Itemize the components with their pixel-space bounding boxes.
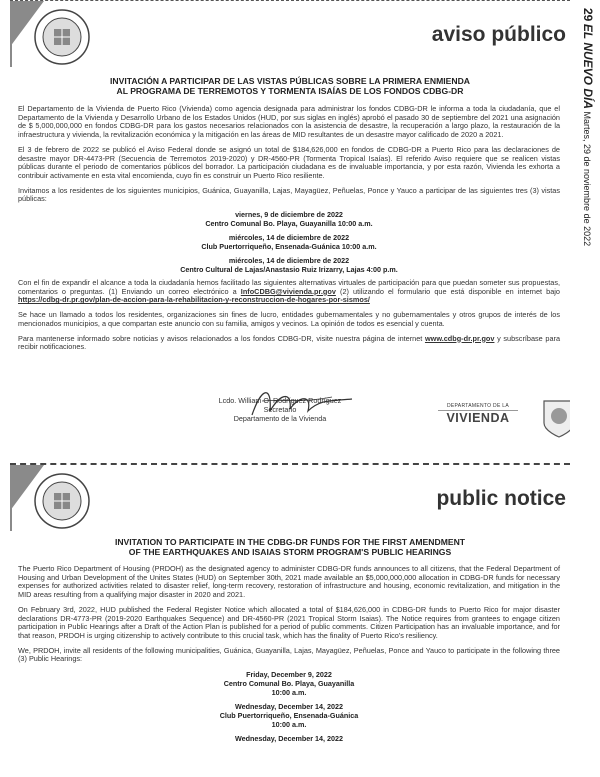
form-url-link[interactable]: https://cdbg-dr.pr.gov/plan-de-accion-para-la-rehabilitacion-y-reconstruccion-de-hogares-por-sismos/ (18, 295, 370, 305)
paragraph-4-start: Con el fin de expandir el alcance a toda la ciudadanía hemos facilitado las siguientes alternativas virtuales de participación para que puedan someter sus propuestas, comentarios o preguntas. (1) Enviando un correo electrónico a (18, 278, 560, 296)
hearing-1-date: viernes, 9 de diciembre de 2022 (235, 210, 343, 220)
publication-date: Martes, 29 de noviembre de 2022 (582, 111, 592, 247)
title-line-2: AL PROGRAMA DE TERREMOTOS Y TORMENTA ISAÍAS DE LOS FONDOS CDBG-DR (116, 86, 464, 96)
header-public-notice: public notice (436, 487, 566, 510)
title-line-1: INVITATION TO PARTICIPATE IN THE CDBG-DR FUNDS FOR THE FIRST AMENDMENT (114, 537, 466, 547)
paragraph-6 (18, 335, 560, 352)
title-line-2: OF THE EARTHQUAKES AND ISAIAS STORM PROGRAM'S PUBLIC HEARINGS (128, 547, 452, 557)
hearing-1 (18, 670, 560, 697)
hearing-2-date: miércoles, 14 de diciembre de 2022 (228, 233, 350, 243)
notice-body (18, 105, 560, 358)
paragraph-6-start: Para mantenerse informado sobre noticias y avisos relacionados a los fondos CDBG-DR, visite nuestra página de internet (18, 333, 425, 343)
title-line-1: INVITACIÓN A PARTICIPAR DE LAS VISTAS PÚBLICAS SOBRE LA PRIMERA ENMIENDA (110, 76, 470, 86)
paragraph-6-end: y subscríbase para recibir notificaciones. (18, 333, 561, 352)
paragraph-3: Invitamos a los residentes de los siguientes municipios, Guánica, Guayanilla, Lajas, Mayagüez, Peñuelas, Ponce y Yauco a participar de las siguientes tres (3) vistas públicas: (18, 185, 560, 204)
notice-title (10, 76, 570, 96)
signer-name: Lcdo. William O. Rodríguez Rodríguez (218, 396, 342, 405)
spanish-notice (10, 0, 570, 463)
logo-big-text: VIVIENDA (446, 411, 510, 425)
signature-block (210, 396, 350, 423)
paragraph-4 (18, 279, 560, 305)
notice-body (18, 565, 560, 748)
paragraph-1: The Puerto Rico Department of Housing (PRDOH) as the designated agency to administer CDBG-DR funds announces to all citizens, that the Federal Department of Housing and Urban Development of the Unites States (HUD) on September 30th, 2021 made available an $5,000,000,000 allocation in CDBG-DR funds for necessary expenses for authorized activities related to disaster relief, long-term recovery, restoration of infrastructure and housing, economic revitalization, and mitigation in the MID areas resulting from a qualifying major disaster in 2020 and 2021. (18, 564, 560, 600)
hearing-2 (18, 233, 560, 251)
hearing-3 (18, 734, 560, 743)
page-number: 29 (581, 8, 595, 22)
hearing-2 (18, 702, 560, 729)
hearing-2-date: Wednesday, December 14, 2022 (234, 702, 343, 712)
hearing-2-time: 10:00 a.m. (271, 720, 307, 730)
signer-department: Departamento de la Vivienda (233, 414, 327, 423)
paragraph-5: Se hace un llamado a todos los residentes, organizaciones sin fines de lucro, entidades gubernamentales y no gubernamentales y otros grupos de interés de los mencionados municipios, a que compartan este anuncio con su familia, amigos y vecinos. La opinión de todos es esencial y cuenta. (18, 310, 560, 328)
paragraph-1: El Departamento de la Vivienda de Puerto Rico (Vivienda) como agencia designada para administrar los fondos CDBG-DR le informa a toda la ciudadanía, que el Departamento de la Vivienda y Desarrollo Urbano de los Estados Unidos (HUD, por sus siglas en inglés) aprobó el pasado 30 de septiembre del 2021 una asignación de $ 5,000,000,000 en fondos CDBG-DR para los gastos necesarios relacionados con la asistencia de desastre, la recuperación a largo plazo, la restauración de la infraestructura y vivienda, la revitalización económica y la mitigación en las áreas de MID resultantes de un desastre mayor calificado de 2020 a 2021. (18, 104, 560, 140)
paragraph-3: We, PRDOH, invite all residents of the following municipalities, Guánica, Guayanilla, Lajas, Mayagüez, Peñuelas, Ponce and Yauco to participate in the following three (3) Public Hearings: (18, 645, 560, 664)
hearing-2-place: Club Puertorriqueño, Ensenada-Guánica (219, 711, 359, 721)
header-aviso-publico: aviso público (431, 23, 566, 46)
side-label (572, 0, 600, 777)
hearing-1-time: 10:00 a.m. (271, 688, 307, 698)
paragraph-2: El 3 de febrero de 2022 se publicó el Aviso Federal donde se asignó un total de $184,626,000 en fondos de CDBG-DR a Puerto Rico para las declaraciones de desastre mayor DR-4473-PR (Secuencia de Terremotos 2019-2020) y DR-4560-PR (Tormenta Tropical Isaías). El referido Aviso requiere que se realicen vistas públicas durante el periodo de comentarios públicos del borrador. La participación ciudadana es de invaluable importancia, y por esta razón, Vivienda les exhorta a contribuir activamente en esta vital encomienda, cuyo fin es construir un Puerto Rico resiliente. (18, 144, 560, 180)
hearing-3-date: miércoles, 14 de diciembre de 2022 (228, 256, 350, 266)
hearing-3-place: Centro Cultural de Lajas/Anastasio Ruiz Irizarry, Lajas 4:00 p.m. (180, 265, 398, 275)
hearing-3-date: Wednesday, December 14, 2022 (234, 734, 343, 744)
vivienda-seal-icon (542, 399, 570, 439)
paragraph-4-mid: (2) utilizando el formulario que está disponible en internet bajo (335, 286, 560, 296)
english-notice (10, 463, 570, 777)
paragraph-2: On February 3rd, 2022, HUD published the Federal Register Notice which allocated a total of $184,626,000 in CDBG-DR funds to Puerto Rico for major disaster declarations DR-4773-PR (2019-2020 Earthquakes Sequence) and DR-4560-PR (2021 Tropical Storm Isaias). The Notice requires from grantees to engage citizen participation in Public Hearings after a Draft of the Action Plan is published for a period of public comments. Citizen Participation has an invaluable importance, and for that reason, PRDOH is urging citizenship to actively contribute to this crucial task, which has the finality of Puerto Rico's resiliency. (18, 604, 560, 640)
notice-title (10, 537, 570, 557)
email-link[interactable]: InfoCDBG@vivienda.pr.gov (240, 286, 336, 296)
hearing-3 (18, 256, 560, 274)
hearing-1 (18, 210, 560, 228)
newspaper-name: EL NUEVO DÍA (581, 23, 595, 109)
government-seal-icon (34, 9, 90, 65)
hearing-1-place: Centro Comunal Bo. Playa, Guayanilla 10:00 a.m. (205, 219, 373, 229)
government-seal-icon (34, 473, 90, 529)
signer-title: Secretario (263, 405, 297, 414)
side-text (581, 8, 595, 278)
hearing-2-place: Club Puertorriqueño, Ensenada-Guánica 10:00 a.m. (201, 242, 377, 252)
hearing-1-place: Centro Comunal Bo. Playa, Guayanilla (223, 679, 355, 689)
logo-small-text: DEPARTAMENTO DE LA (438, 403, 518, 411)
hearing-1-date: Friday, December 9, 2022 (246, 670, 332, 680)
vivienda-logo (438, 403, 518, 425)
website-link[interactable]: www.cdbg-dr.pr.gov (424, 333, 495, 343)
